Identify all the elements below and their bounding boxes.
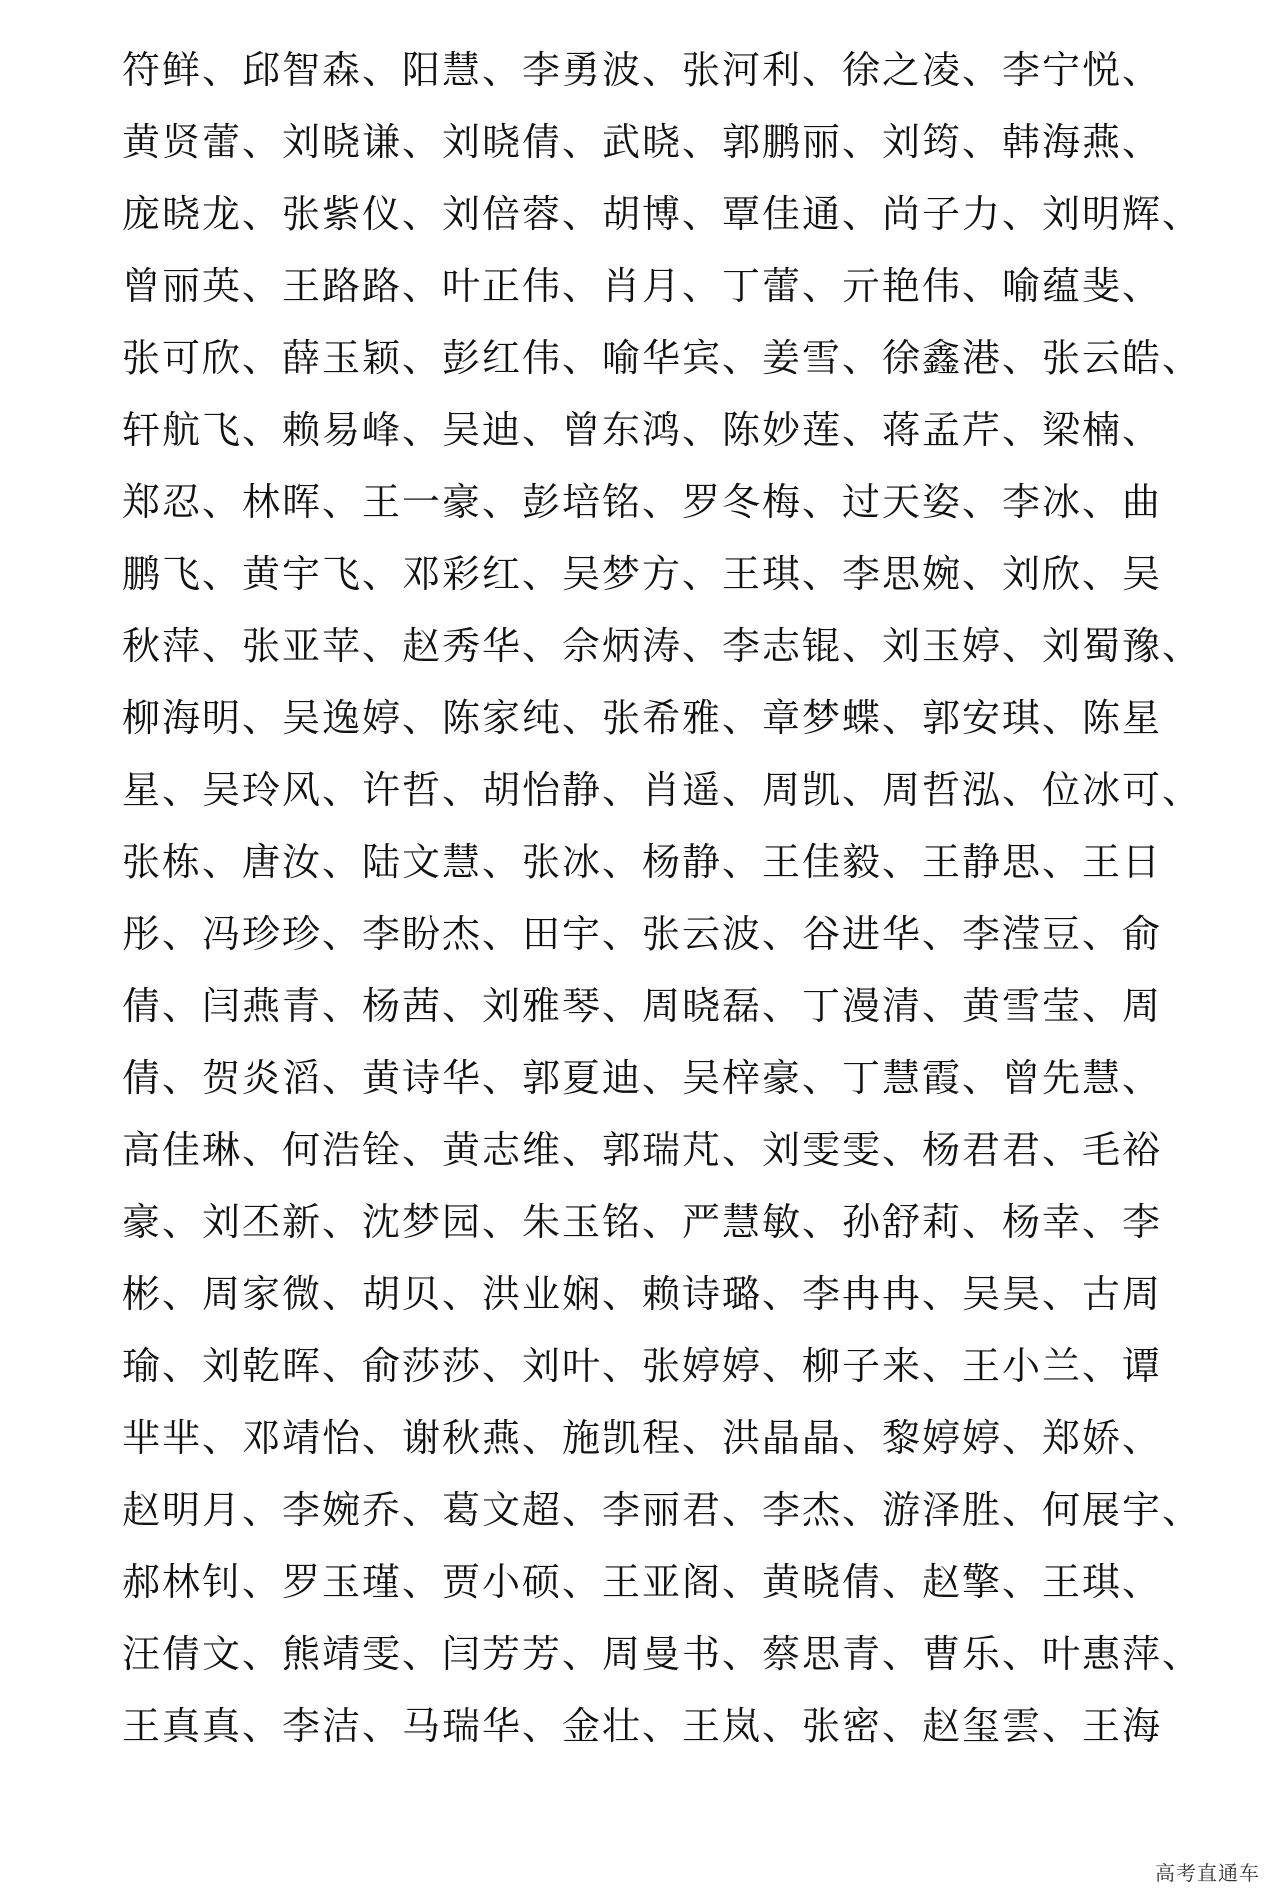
name-list-line: 柳海明、吴逸婷、陈家纯、张希雅、章梦蝶、郭安琪、陈星 bbox=[122, 696, 1163, 740]
name-list-line: 倩、闫燕青、杨茜、刘雅琴、周晓磊、丁漫清、黄雪莹、周 bbox=[122, 984, 1163, 1028]
name-list-line: 黄贤蕾、刘晓谦、刘晓倩、武晓、郭鹏丽、刘筠、韩海燕、 bbox=[122, 120, 1163, 164]
name-list-line: 赵明月、李婉乔、葛文超、李丽君、李杰、游泽胜、何展宇、 bbox=[122, 1488, 1203, 1532]
name-list-line: 秋萍、张亚苹、赵秀华、佘炳涛、李志锟、刘玉婷、刘蜀豫、 bbox=[122, 624, 1203, 668]
name-list-line: 张可欣、薛玉颖、彭红伟、喻华宾、姜雪、徐鑫港、张云皓、 bbox=[122, 336, 1203, 380]
name-list bbox=[122, 34, 1203, 1762]
name-list-line: 彬、周家微、胡贝、洪业娴、赖诗璐、李冉冉、吴昊、古周 bbox=[122, 1272, 1163, 1316]
watermark: 高考直通车 bbox=[1155, 1861, 1260, 1885]
name-list-line: 星、吴玲风、许哲、胡怡静、肖遥、周凯、周哲泓、位冰可、 bbox=[122, 768, 1203, 812]
name-list-line: 曾丽英、王路路、叶正伟、肖月、丁蕾、亓艳伟、喻蕴斐、 bbox=[122, 264, 1163, 308]
name-list-line: 汪倩文、熊靖雯、闫芳芳、周曼书、蔡思青、曹乐、叶惠萍、 bbox=[122, 1632, 1203, 1676]
name-list-line: 王真真、李洁、马瑞华、金壮、王岚、张密、赵玺雲、王海 bbox=[122, 1704, 1163, 1748]
name-list-line: 郑忍、林晖、王一豪、彭培铭、罗冬梅、过天姿、李冰、曲 bbox=[122, 480, 1163, 524]
name-list-line: 符鲜、邱智森、阳慧、李勇波、张河利、徐之凌、李宁悦、 bbox=[122, 48, 1163, 92]
name-list-line: 庞晓龙、张紫仪、刘倍蓉、胡博、覃佳通、尚子力、刘明辉、 bbox=[122, 192, 1203, 236]
name-list-line: 鹏飞、黄宇飞、邓彩红、吴梦方、王琪、李思婉、刘欣、吴 bbox=[122, 552, 1163, 596]
name-list-line: 高佳琳、何浩铨、黄志维、郭瑞芃、刘雯雯、杨君君、毛裕 bbox=[122, 1128, 1163, 1172]
name-list-line: 彤、冯珍珍、李盼杰、田宇、张云波、谷进华、李滢豆、俞 bbox=[122, 912, 1163, 956]
name-list-line: 轩航飞、赖易峰、吴迪、曾东鸿、陈妙莲、蒋孟芹、梁楠、 bbox=[122, 408, 1163, 452]
name-list-line: 郝林钊、罗玉瑾、贾小硕、王亚阁、黄晓倩、赵擎、王琪、 bbox=[122, 1560, 1163, 1604]
name-list-line: 张栋、唐汝、陆文慧、张冰、杨静、王佳毅、王静思、王日 bbox=[122, 840, 1163, 884]
name-list-line: 豪、刘丕新、沈梦园、朱玉铭、严慧敏、孙舒莉、杨幸、李 bbox=[122, 1200, 1163, 1244]
name-list-line: 倩、贺炎滔、黄诗华、郭夏迪、吴梓豪、丁慧霞、曾先慧、 bbox=[122, 1056, 1163, 1100]
name-list-line: 芈芈、邓靖怡、谢秋燕、施凯程、洪晶晶、黎婷婷、郑娇、 bbox=[122, 1416, 1163, 1460]
name-list-line: 瑜、刘乾晖、俞莎莎、刘叶、张婷婷、柳子来、王小兰、谭 bbox=[122, 1344, 1163, 1388]
